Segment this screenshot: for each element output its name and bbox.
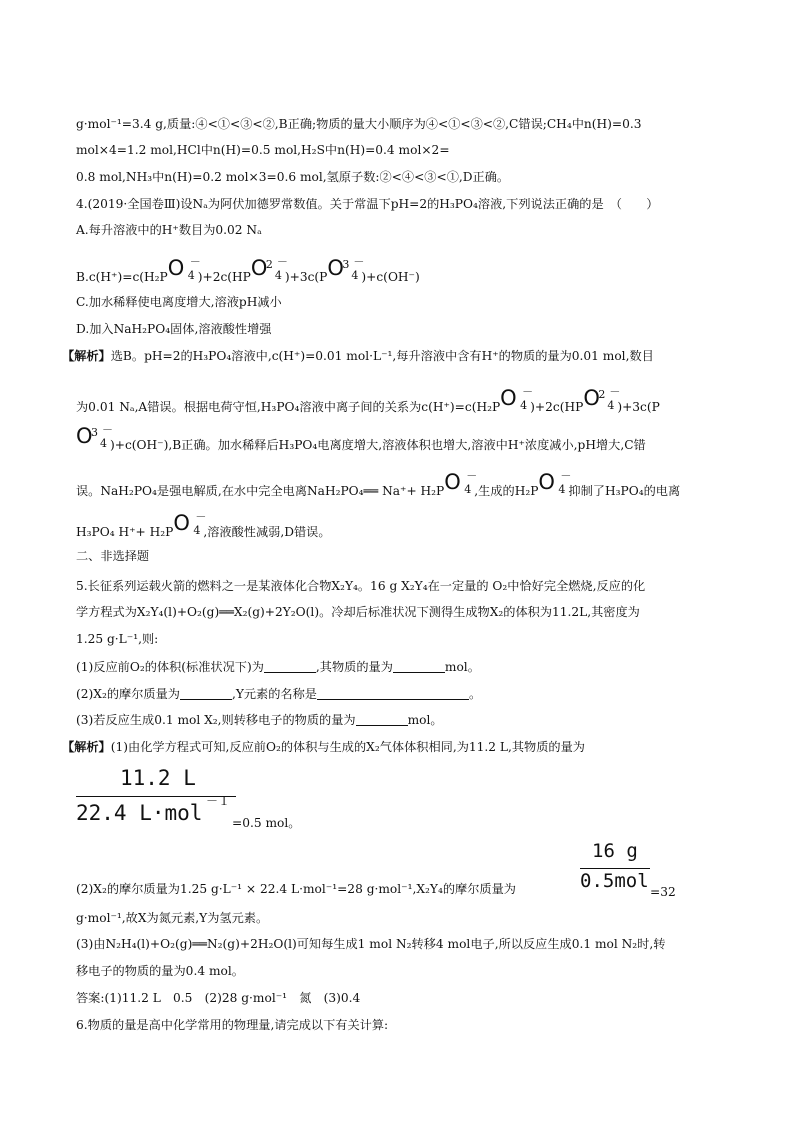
fraction-exponent: －１ xyxy=(206,794,231,808)
part-text: ,Y元素的名称是 xyxy=(231,687,317,701)
h2po4-ion: O － 4 xyxy=(444,469,478,496)
question-5: 1.25 g·L⁻¹,则: xyxy=(76,632,159,646)
option-b-text: B.c(H⁺)=c(H₂P xyxy=(76,270,168,284)
h2po4-ion: O － 4 xyxy=(538,469,572,496)
h2po4-ion: O － 4 xyxy=(500,385,534,412)
analysis-text: 抑制了H₃PO₄的电离 xyxy=(568,484,681,498)
part-text: 。 xyxy=(469,687,482,701)
analysis-text: 选B。pH=2的H₃PO₄溶液中,c(H⁺)=0.01 mol·L⁻¹,每升溶液中含有H⁺的物质的量为0.01 mol,数目 xyxy=(110,349,654,363)
text-line: g·mol⁻¹=3.4 g,质量:④<①<③<②,B正确;物质的量大小顺序为④<①<③<②,C错误;CH₄中n(H)=0.3 xyxy=(76,117,642,131)
analysis-4-line xyxy=(76,423,646,453)
part-text: ,其物质的量为 xyxy=(315,660,393,674)
answer-blank[interactable] xyxy=(317,687,469,700)
section-heading: 二、非选择题 xyxy=(76,549,150,563)
part-text: mol。 xyxy=(407,713,443,727)
analysis-text: 误。NaH₂PO₄是强电解质,在水中完全电离NaH₂PO₄══ Na⁺+ H₂P xyxy=(76,484,445,498)
fraction-denominator: 0.5mol xyxy=(580,870,649,892)
analysis-5-line: (3)由N₂H₄(l)+O₂(g)══N₂(g)+2H₂O(l)可知每生成1 mol N₂转移4 mol电子,所以反应生成0.1 mol N₂时,转 xyxy=(76,937,666,951)
fraction-result: =0.5 mol。 xyxy=(232,816,301,830)
analysis-text: )+c(OH⁻),B正确。加水稀释后H₃PO₄电离度增大,溶液体积也增大,溶液中H⁺浓度减小,pH增大,C错 xyxy=(110,438,646,452)
analysis-text: )+3c(P xyxy=(617,400,660,414)
question-4: 4.(2019·全国卷Ⅲ)设Nₐ为阿伏加德罗常数值。关于常温下pH=2的H₃PO₄溶液,下列说法正确的是 （ ） xyxy=(76,197,659,211)
analysis-4-line xyxy=(76,469,681,499)
analysis-text: ,生成的H₂P xyxy=(474,484,539,498)
fraction-bar xyxy=(580,868,650,869)
analysis-text: ,溶液酸性减弱,D错误。 xyxy=(203,525,331,539)
hpo4-ion: O 2 － 4 xyxy=(583,385,621,412)
po4-ion: O 3 － 4 xyxy=(76,423,113,450)
option-a: A.每升溶液中的H⁺数目为0.02 Nₐ xyxy=(76,223,262,237)
option-b xyxy=(76,255,420,285)
fraction-numerator: 16 g xyxy=(592,840,638,862)
analysis-tag: 【解析】 xyxy=(62,740,111,754)
answer-line: 答案:(1)11.2 L 0.5 (2)28 g·mol⁻¹ 氮 (3)0.4 xyxy=(76,991,361,1005)
question-6: 6.物质的量是高中化学常用的物理量,请完成以下有关计算: xyxy=(76,1018,389,1032)
question-5-part-2 xyxy=(76,686,481,702)
analysis-5-line xyxy=(62,739,585,755)
part-text: (2)X₂的摩尔质量为 xyxy=(76,687,180,701)
option-d: D.加入NaH₂PO₄固体,溶液酸性增强 xyxy=(76,322,272,336)
text-line: 0.8 mol,NH₃中n(H)=0.2 mol×3=0.6 mol,氢原子数:②<④<③<①,D正确。 xyxy=(76,170,510,184)
question-5-part-3 xyxy=(76,712,443,728)
part-text: mol。 xyxy=(444,660,480,674)
analysis-text: 为0.01 Nₐ,A错误。根据电荷守恒,H₃PO₄溶液中离子间的关系为c(H⁺)=c(H₂P xyxy=(76,400,501,414)
option-c: C.加水稀释使电离度增大,溶液pH减小 xyxy=(76,295,282,309)
answer-blank[interactable] xyxy=(180,687,232,700)
answer-blank[interactable] xyxy=(264,660,316,673)
option-b-text: )+3c(P xyxy=(284,270,328,284)
text-line: mol×4=1.2 mol,HCl中n(H)=0.5 mol,H₂S中n(H)=0.4 mol×2= xyxy=(76,143,450,157)
h2po4-ion: O － 4 xyxy=(173,510,207,537)
analysis-4-line xyxy=(76,510,331,540)
option-b-text: )+2c(HP xyxy=(197,270,251,284)
analysis-tag: 【解析】 xyxy=(62,349,111,363)
analysis-4-line xyxy=(62,348,654,364)
analysis-5-line: (2)X₂的摩尔质量为1.25 g·L⁻¹ × 22.4 L·mol⁻¹=28 g·mol⁻¹,X₂Y₄的摩尔质量为 xyxy=(76,882,516,896)
part-text: (1)反应前O₂的体积(标准状况下)为 xyxy=(76,660,264,674)
option-b-text: )+c(OH⁻) xyxy=(361,270,420,284)
part-text: (3)若反应生成0.1 mol X₂,则转移电子的物质的量为 xyxy=(76,713,356,727)
analysis-text: (1)由化学方程式可知,反应前O₂的体积与生成的X₂气体体积相同,为11.2 L,其物质的量为 xyxy=(110,740,585,754)
fraction-denominator: 22.4 L·mol xyxy=(76,801,203,825)
analysis-text: H₃PO₄ H⁺+ H₂P xyxy=(76,525,174,539)
answer-blank[interactable] xyxy=(393,660,445,673)
analysis-text: )+2c(HP xyxy=(530,400,584,414)
analysis-5-line: 移电子的物质的量为0.4 mol。 xyxy=(76,964,244,978)
answer-blank[interactable] xyxy=(356,713,408,726)
hpo4-ion: O 2 － 4 xyxy=(250,255,288,282)
fraction-numerator: 11.2 L xyxy=(120,766,196,790)
analysis-4-line xyxy=(76,385,660,415)
analysis-5-line: g·mol⁻¹,故X为氮元素,Y为氢元素。 xyxy=(76,911,269,925)
po4-ion: O 3 － 4 xyxy=(327,255,365,282)
question-5-part-1 xyxy=(76,659,480,675)
question-5: 5.长征系列运载火箭的燃料之一是某液体化合物X₂Y₄。16 g X₂Y₄在一定量的 O₂中恰好完全燃烧,反应的化 xyxy=(76,579,646,593)
question-5: 学方程式为X₂Y₄(l)+O₂(g)══X₂(g)+2Y₂O(l)。冷却后标准状况下测得生成物X₂的体积为11.2L,其密度为 xyxy=(76,605,640,619)
h2po4-ion: O － 4 xyxy=(167,255,201,282)
fraction-result: =32 xyxy=(650,885,676,899)
